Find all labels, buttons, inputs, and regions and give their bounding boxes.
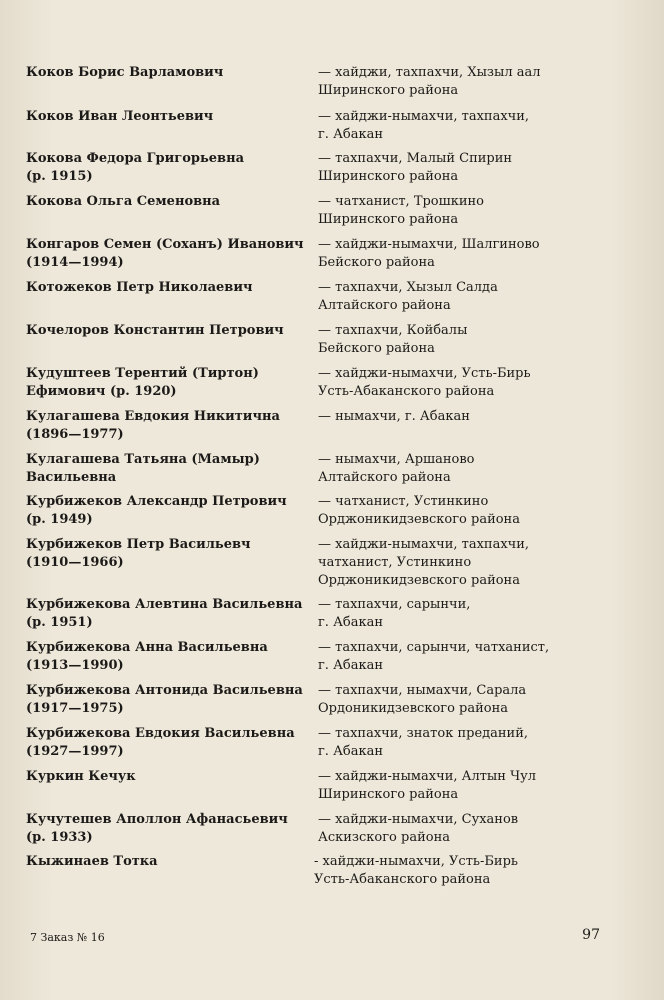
entry-description: — нымахчи, г. Абакан bbox=[318, 409, 470, 424]
entry-description: — тахпахчи, Малый Спирин Ширинского района bbox=[318, 151, 513, 184]
entry-description: — тахпахчи, нымахчи, Сарала Ордоникидзевского района bbox=[318, 683, 527, 716]
entry-name: Курбижекова Евдокия Васильевна (1927—1997) bbox=[26, 726, 295, 759]
entry-description: — тахпахчи, Койбалы Бейского района bbox=[318, 323, 468, 356]
entry-description: — нымахчи, Аршаново Алтайского района bbox=[318, 452, 475, 485]
entry-description: — хайджи-нымахчи, Алтын Чул Ширинского района bbox=[318, 769, 537, 802]
entry-description: — тахпахчи, сарынчи, г. Абакан bbox=[318, 597, 471, 630]
entry-name: Курбижекова Алевтина Васильевна (р. 1951) bbox=[26, 597, 303, 630]
entry-name: Кучутешев Аполлон Афанасьевич (р. 1933) bbox=[26, 812, 288, 845]
entry-description: - хайджи-нымахчи, Усть-Бирь Усть-Абаканского района bbox=[314, 854, 518, 887]
entry-name: Котожеков Петр Николаевич bbox=[26, 280, 253, 295]
entry-description: — хайджи-нымахчи, Усть-Бирь Усть-Абаканского района bbox=[318, 366, 531, 399]
entry-description: — тахпахчи, знаток преданий, г. Абакан bbox=[318, 726, 529, 759]
entry-description: — тахпахчи, сарынчи, чатханист, г. Абакан bbox=[318, 640, 550, 673]
entry-description: — хайджи, тахпахчи, Хызыл аал Ширинского района bbox=[318, 65, 541, 98]
entry-name: Курбижеков Петр Васильевч (1910—1966) bbox=[26, 537, 251, 570]
entry-name: Конгаров Семен (Соханъ) Иванович (1914—1994) bbox=[26, 237, 304, 270]
entry-description: — чатханист, Устинкино Орджоникидзевского района bbox=[318, 494, 520, 527]
entry-description: — тахпахчи, Хызыл Салда Алтайского района bbox=[318, 280, 498, 313]
entry-description: — хайджи-нымахчи, Шалгиново Бейского района bbox=[318, 237, 540, 270]
entry-name: Курбижекова Анна Васильевна (1913—1990) bbox=[26, 640, 268, 673]
entry-name: Кокова Федора Григорьевна (р. 1915) bbox=[26, 151, 245, 184]
entry-name: Курбижекова Антонида Васильевна (1917—1975) bbox=[26, 683, 303, 716]
entry-name: Кочелоров Константин Петрович bbox=[26, 323, 284, 338]
entry-description: — хайджи-нымахчи, Суханов Аскизского района bbox=[318, 812, 519, 845]
entry-name: Кулагашева Татьяна (Мамыр) Васильевна bbox=[26, 452, 260, 485]
entry-description: — хайджи-нымахчи, тахпахчи, г. Абакан bbox=[318, 109, 530, 142]
entry-name: Курбижеков Александр Петрович (р. 1949) bbox=[26, 494, 287, 527]
entry-description: — хайджи-нымахчи, тахпахчи, чатханист, Устинкино Орджоникидзевского района bbox=[318, 537, 530, 588]
entry-name: Кудуштеев Терентий (Тиртон) Ефимович (р. 1920) bbox=[26, 366, 259, 399]
page-number: 97 bbox=[582, 927, 600, 943]
entry-name: Кулагашева Евдокия Никитична (1896—1977) bbox=[26, 409, 280, 442]
order-note: 7 Заказ № 16 bbox=[30, 931, 105, 944]
entry-name: Коков Иван Леонтьевич bbox=[26, 109, 214, 124]
entry-name: Кокова Ольга Семеновна bbox=[26, 194, 221, 209]
entry-name: Коков Борис Варламович bbox=[26, 65, 224, 80]
entry-description: — чатханист, Трошкино Ширинского района bbox=[318, 194, 485, 227]
entry-name: Кыжинаев Тотка bbox=[26, 854, 158, 869]
entry-name: Куркин Кечук bbox=[26, 769, 136, 784]
